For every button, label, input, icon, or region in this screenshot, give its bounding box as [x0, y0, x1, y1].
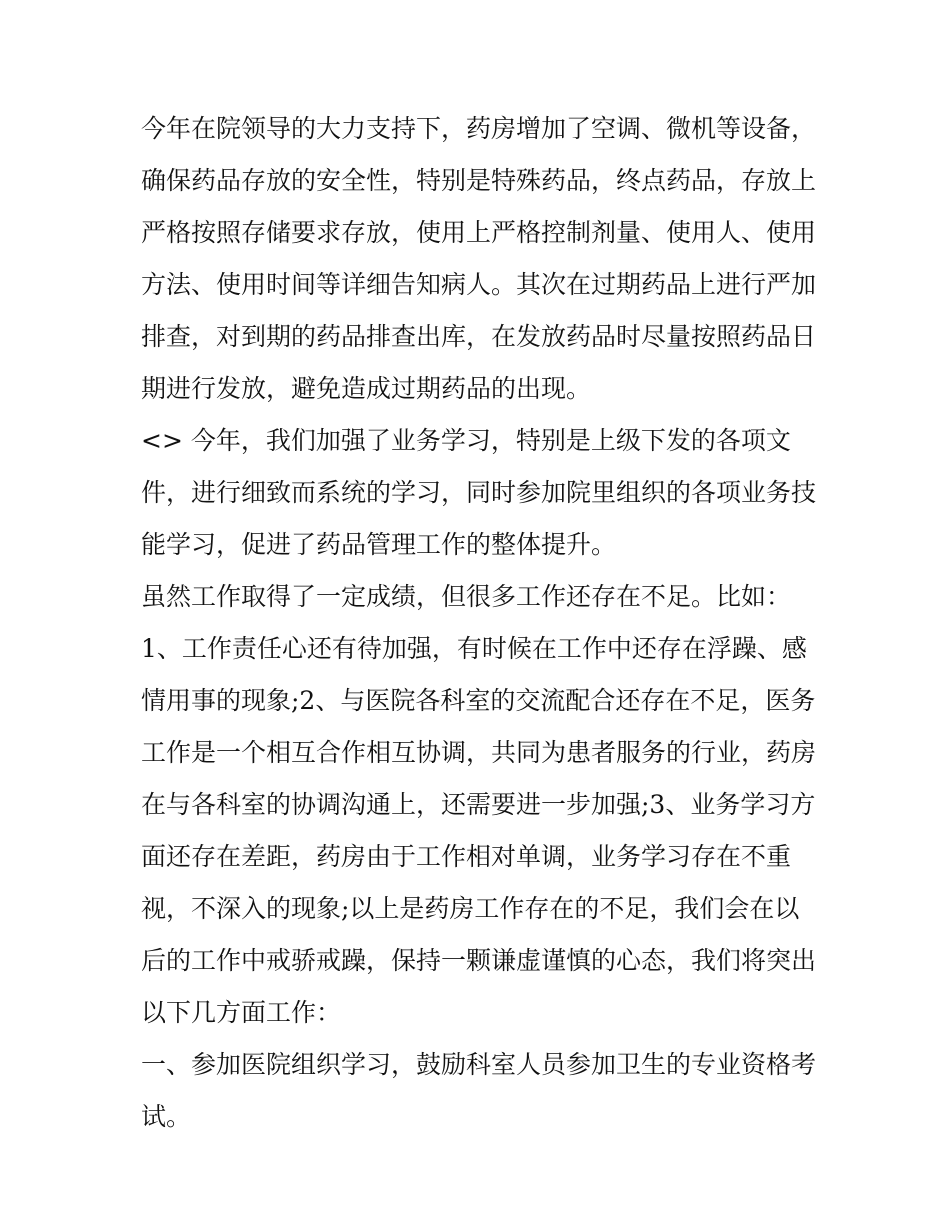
text-line: 工作是一个相互合作相互协调，共同为患者服务的行业，药房 — [141, 738, 817, 767]
text-line: 期进行发放，避免造成过期药品的出现。 — [141, 374, 592, 403]
text-line: 虽然工作取得了一定成绩，但很多工作还存在不足。比如： — [141, 582, 792, 611]
text-line: 试。 — [141, 1102, 192, 1131]
text-line: 一、参加医院组织学习，鼓励科室人员参加卫生的专业资格考 — [141, 1050, 817, 1079]
text-line: 视，不深入的现象;以上是药房工作存在的不足，我们会在以 — [141, 894, 800, 923]
text-line: <> 今年，我们加强了业务学习，特别是上级下发的各项文 — [141, 426, 791, 455]
text-line: 后的工作中戒骄戒躁，保持一颗谦虚谨慎的心态，我们将突出 — [141, 946, 817, 975]
text-line: 情用事的现象;2、与医院各科室的交流配合还存在不足，医务 — [141, 686, 816, 715]
text-line: 方法、使用时间等详细告知病人。其次在过期药品上进行严加 — [141, 270, 817, 299]
text-line: 面还存在差距，药房由于工作相对单调，业务学习存在不重 — [141, 842, 792, 871]
text-line: 1、工作责任心还有待加强，有时候在工作中还存在浮躁、感 — [141, 634, 807, 663]
text-line: 件，进行细致而系统的学习，同时参加院里组织的各项业务技 — [141, 478, 817, 507]
document-body — [141, 103, 821, 1143]
text-line: 以下几方面工作： — [141, 998, 342, 1027]
text-line: 能学习，促进了药品管理工作的整体提升。 — [141, 530, 617, 559]
text-line: 确保药品存放的安全性，特别是特殊药品，终点药品，存放上 — [141, 166, 817, 195]
text-line: 在与各科室的协调沟通上，还需要进一步加强;3、业务学习方 — [141, 790, 816, 819]
text-line: 今年在院领导的大力支持下，药房增加了空调、微机等设备， — [141, 114, 817, 143]
text-line: 排查，对到期的药品排查出库，在发放药品时尽量按照药品日 — [141, 322, 817, 351]
text-line: 严格按照存储要求存放，使用上严格控制剂量、使用人、使用 — [141, 218, 817, 247]
